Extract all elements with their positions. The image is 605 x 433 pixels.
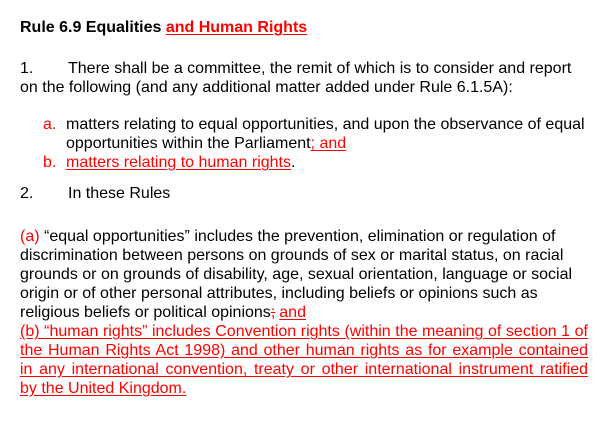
subclause-b-inserted-text: matters relating to human rights <box>66 154 291 171</box>
clause-1-text: There shall be a committee, the remit of which is to consider and report on the following (and any additional matter added under Rule 6.1.5A): <box>20 60 572 96</box>
definition-a-paragraph <box>20 227 588 322</box>
clause-2-text: In these Rules <box>68 185 171 202</box>
clause-1-paragraph <box>20 59 588 97</box>
subclause-b <box>20 153 588 172</box>
definition-a-inserted-text: and <box>279 304 306 321</box>
rule-heading-inserted-text: and Human Rights <box>165 19 308 36</box>
clause-2-number: 2. <box>20 185 34 202</box>
subclause-b-period: . <box>291 154 296 171</box>
subclause-a <box>20 115 588 153</box>
definition-a-text: “equal opportunities” includes the prevention, elimination or regulation of discrimination between persons on grounds of sex or marital status, on racial grounds or on grounds of disability, age, sexual orientation, language or social origin or of other personal attributes, including beliefs or opinions such as religious beliefs or political opinions <box>20 228 573 321</box>
subclause-a-text: matters relating to equal opportunities, and upon the observance of equal opportunities within the Parliament <box>66 116 585 152</box>
subclause-list <box>20 115 588 172</box>
definition-a-deleted-text: ; <box>270 304 276 321</box>
rule-heading-existing-text: Rule 6.9 Equalities <box>20 19 166 36</box>
subclause-b-marker: b. <box>43 154 57 171</box>
subclause-a-marker: a. <box>43 116 57 133</box>
definition-a-marker: (a) <box>20 228 40 245</box>
clause-2-paragraph <box>20 184 588 203</box>
rule-heading <box>20 18 588 37</box>
definition-b-paragraph <box>20 322 588 398</box>
clause-1-number: 1. <box>20 60 34 77</box>
subclause-a-inserted-text: ; and <box>310 135 347 152</box>
definition-b-inserted-text: (b) “human rights” includes Convention rights (within the meaning of section 1 of the Human Rights Act 1998) and other human rights as for example contained in any international convention, treaty or other international instrument ratified by the United Kingdom. <box>20 323 588 397</box>
